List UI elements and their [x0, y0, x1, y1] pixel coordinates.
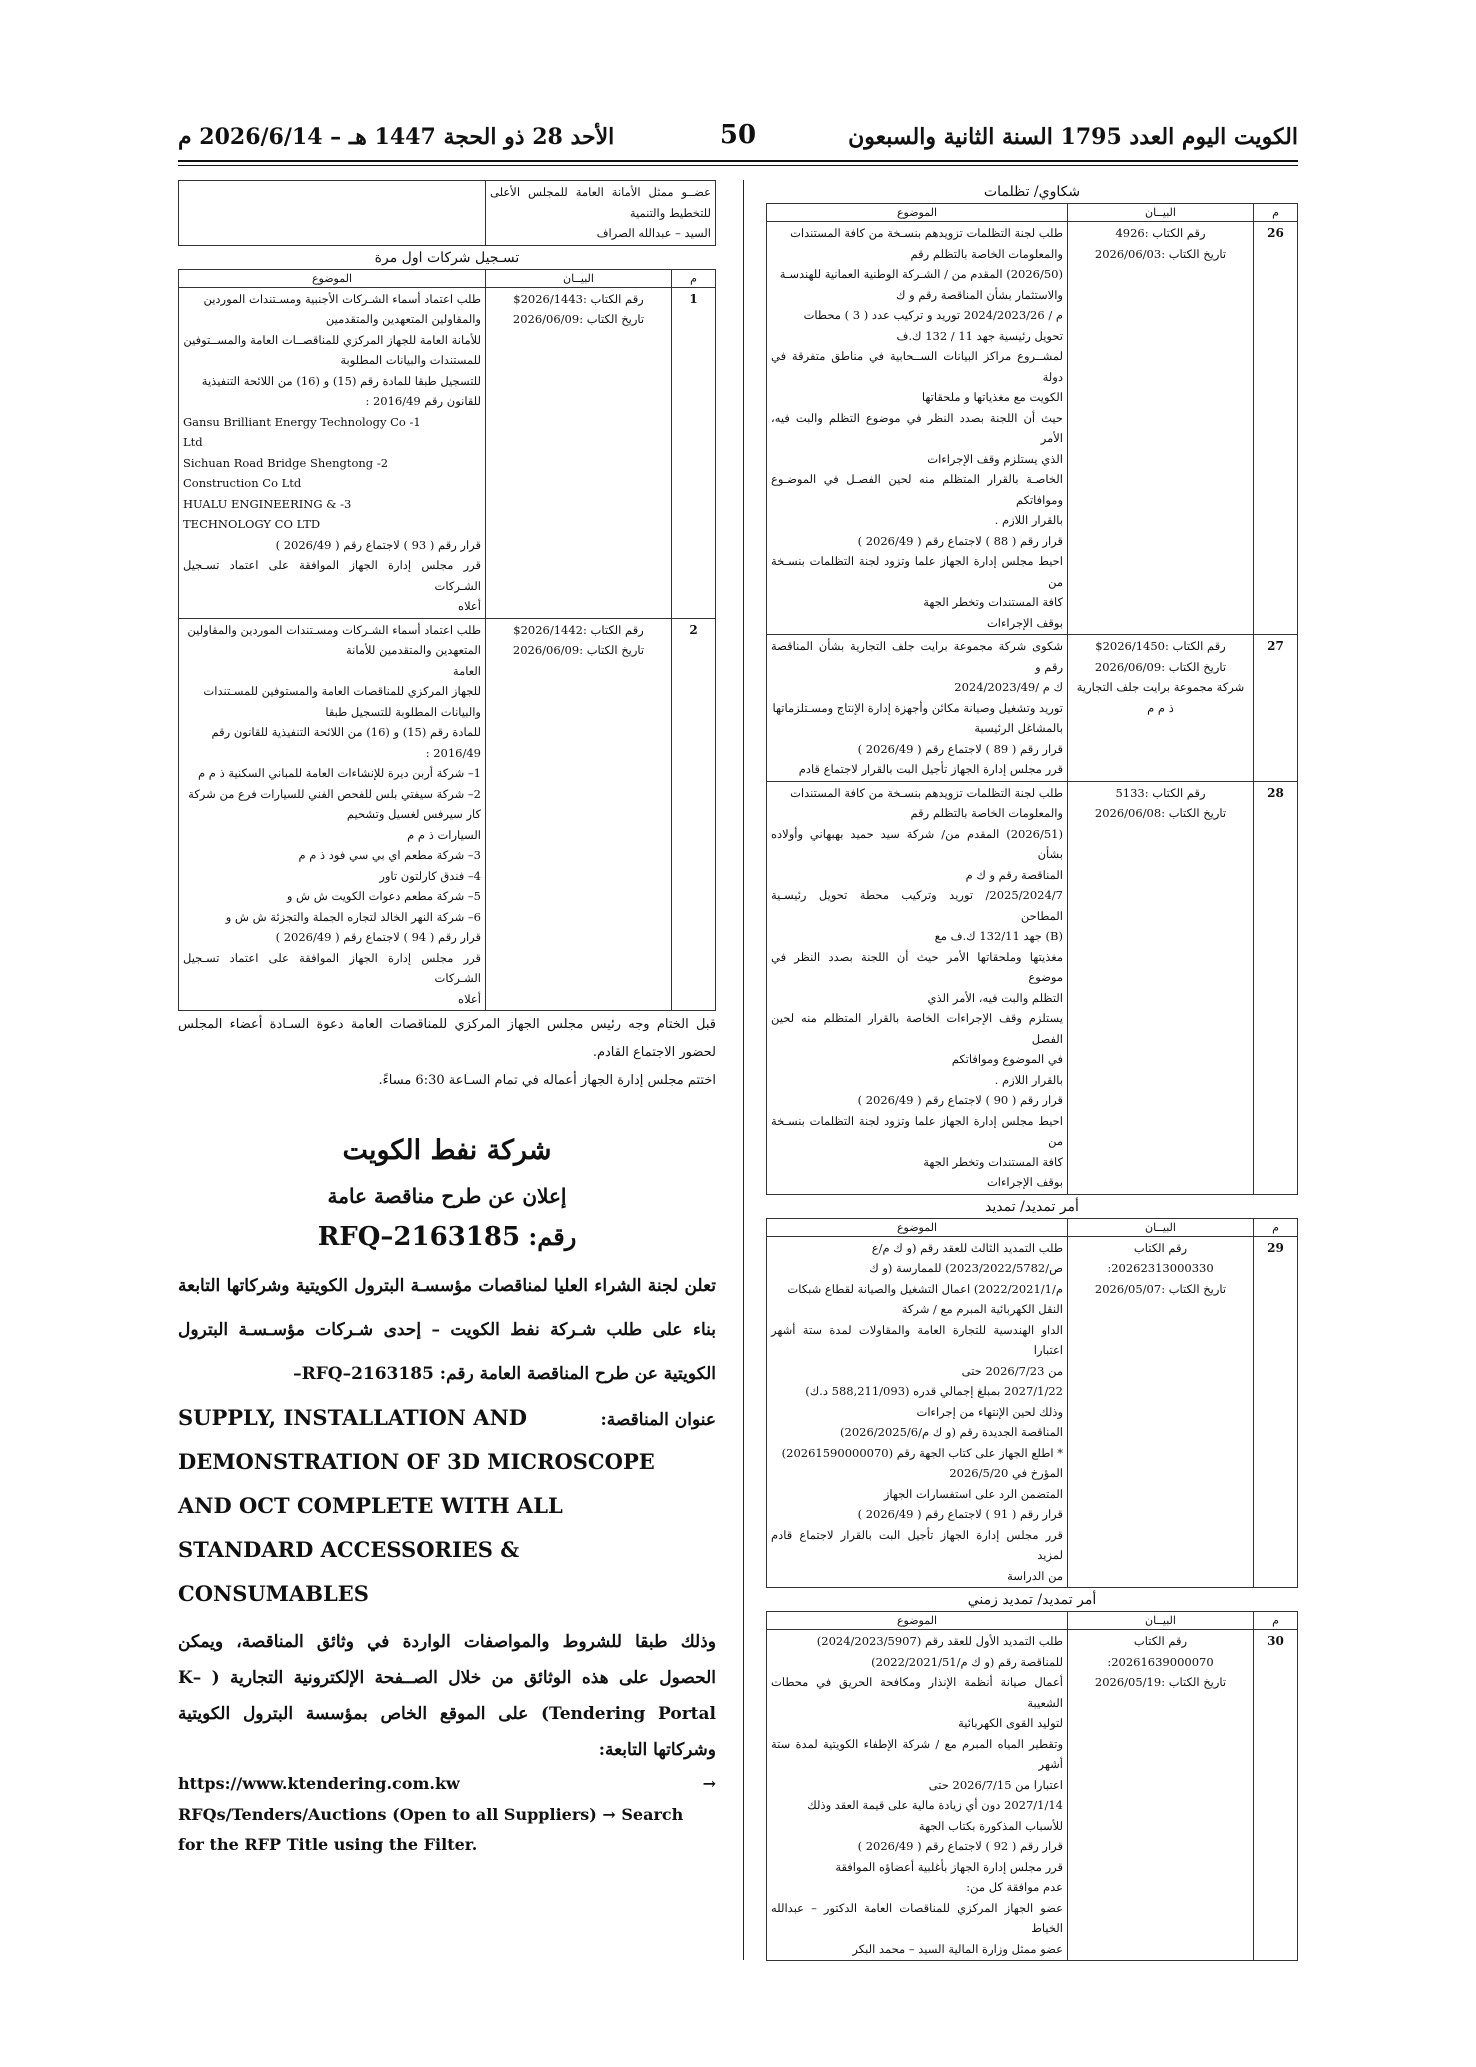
- statement-line: شركة مجموعة برايت جلف التجارية: [1076, 680, 1245, 694]
- statement-line: رقم الكتاب :4926: [1115, 226, 1206, 240]
- statement-line: تاريخ الكتاب :2026/06/09: [512, 312, 645, 326]
- subject-line: المناقصة رقم و ك م: [965, 867, 1063, 882]
- subject-line: لمشــروع مراكز البيانات الســحابية في مناطق متفرقة في دولة: [771, 349, 1063, 384]
- time-extension-section: [766, 1592, 1298, 1961]
- subject-line: 1– شركة أربن ديرة للإنشاءات العامة للمباني السكنية ذ م م: [198, 766, 481, 780]
- subject-line: النقل الكهربائية المبرم مع / شركة: [901, 1302, 1063, 1316]
- subject-line: وتقطير المياه المبرم مع / شركة الإطفاء الكويتية لمدة ستة أشهر: [771, 1736, 1063, 1771]
- statement-line: 20261639000070:: [1107, 1654, 1214, 1669]
- subject-line: قرار رقم ( 93 ) لاجتماع رقم ( 2026/49 ): [275, 537, 481, 552]
- subject-line: عضو ممثل وزارة المالية السيد – محمد البكر: [852, 1941, 1063, 1956]
- subject-line: السيارات ذ م م: [407, 827, 481, 842]
- right-column: [766, 180, 1298, 1961]
- col-header-statement: البيــان: [1068, 1612, 1254, 1630]
- statement-line: تاريخ الكتاب :2026/05/07: [1094, 1281, 1227, 1296]
- row-subject: [767, 1630, 1068, 1961]
- subject-line: 4– فندق كارلتون تاور: [379, 868, 481, 883]
- statement-line: رقم الكتاب :2026/1450$: [1095, 639, 1226, 653]
- subject-line: قرار رقم ( 91 ) لاجتماع رقم ( 2026/49 ): [857, 1507, 1063, 1521]
- subject-line: للمستندات والبيانات المطلوبة: [340, 353, 481, 367]
- statement-line: تاريخ الكتاب :2026/06/03: [1094, 246, 1227, 261]
- table-row: [179, 287, 716, 618]
- subject-line: TECHNOLOGY CO LTD: [183, 517, 321, 531]
- subject-line: اعتبارا من 2026/7/15 حتى: [928, 1777, 1063, 1792]
- table-row: [767, 635, 1298, 782]
- subject-line: طلب لجنة التظلمات تزويدهم بنسـخة من كافة المستندات: [790, 785, 1063, 800]
- subject-line: تحويل رئيسية جهد 11 / 132 ك.ف: [896, 328, 1063, 343]
- table-header-row: [767, 1218, 1298, 1236]
- subject-line: طلب لجنة التظلمات تزويدهم بنسـخة من كافة المستندات: [790, 226, 1063, 240]
- statement-line: تاريخ الكتاب :2026/05/19: [1094, 1675, 1227, 1689]
- koc-title: شركة نفط الكويت: [342, 1135, 552, 1166]
- rfq-label: رقم:: [528, 1222, 577, 1251]
- subject-line: كافة المستندات وتخطر الجهة: [923, 1154, 1063, 1169]
- header-date: الأحد 28 ذو الحجة 1447 هـ – 2026/6/14 م: [178, 124, 615, 150]
- member-box-text: [486, 181, 716, 246]
- time-extension-title: أمر تمديد/ تمديد زمني: [967, 1592, 1097, 1608]
- tender-title-label: عنوان المناقصة:: [600, 1410, 716, 1430]
- subject-line: المتعهدين والمتقدمين للأمانة: [346, 643, 481, 657]
- row-number: 30: [1254, 1630, 1298, 1961]
- header-rule: [178, 160, 1298, 162]
- table-header-row: [767, 204, 1298, 222]
- subject-line: قرار رقم ( 88 ) لاجتماع رقم ( 2026/49 ): [857, 533, 1063, 548]
- row-subject: [767, 1236, 1068, 1588]
- subject-line: المناقصة الجديدة رقم (و ك م/2026/2025/6): [840, 1425, 1063, 1439]
- ktendering-link[interactable]: https://www.ktendering.com.kw: [178, 1774, 460, 1793]
- subject-line: في الموضوع وموافاتكم: [951, 1052, 1063, 1066]
- subject-line: 3– شركة مطعم اي بي سي فود ذ م م: [298, 848, 481, 862]
- subject-line: كافة المستندات وتخطر الجهة: [923, 595, 1063, 609]
- subject-line: ك م /2024/2023/49: [954, 680, 1063, 694]
- row-number: 28: [1254, 781, 1298, 1194]
- subject-line: طلب اعتماد أسماء الشـركات ومسـتندات الموردين والمقاولين: [187, 622, 481, 637]
- subject-line: 2025/2024/7/ توريد وتركيب محطة تحويل رئيسـية المطاحن: [771, 888, 1063, 923]
- subject-line: 6– شركة النهر الخالد لتجاره الجملة والتجزئة ش ش و: [225, 909, 481, 924]
- subject-line: Gansu Brilliant Energy Technology Co -1: [183, 414, 421, 429]
- extension-table: [766, 1218, 1298, 1589]
- subject-line: من 2026/7/23 حتى: [961, 1363, 1063, 1378]
- subject-line: للقانون رقم 2016/49 :: [365, 394, 481, 408]
- statement-line: رقم الكتاب :5133: [1115, 785, 1206, 800]
- subject-line: طلب التمديد الأول للعقد رقم (2024/2023/5907): [816, 1634, 1063, 1648]
- koc-tender-ad: [178, 1135, 716, 1860]
- tender-title-line: AND OCT COMPLETE WITH ALL: [178, 1493, 563, 1518]
- row-statement: [1068, 1630, 1254, 1961]
- row-number: 2: [672, 618, 716, 1011]
- table-row: [767, 1630, 1298, 1961]
- tender-title-first-line: [178, 1396, 716, 1440]
- subject-line: 5– شركة مطعم دعوات الكويت ش ش و: [286, 889, 481, 903]
- subject-line: Sichuan Road Bridge Shengtong -2: [183, 455, 389, 470]
- tender-title-line: DEMONSTRATION OF 3D MICROSCOPE: [178, 1449, 655, 1474]
- subject-line: HUALU ENGINEERING & -3: [183, 496, 352, 511]
- subject-line: لتوليد القوى الكهربائية: [958, 1716, 1063, 1730]
- col-header-subject: الموضوع: [767, 204, 1068, 222]
- subject-line: قرار رقم ( 92 ) لاجتماع رقم ( 2026/49 ): [857, 1839, 1063, 1853]
- url-path: RFQs/Tenders/Auctions (Open to all Suppliers) → Search: [178, 1805, 684, 1824]
- subject-line: يستلزم وقف الإجراءات الخاصة بالقرار المتظلم منه لحين الفصل: [771, 1011, 1063, 1046]
- col-header-subject: الموضوع: [179, 269, 486, 287]
- koc-subtitle: إعلان عن طرح مناقصة عامة: [327, 1184, 567, 1208]
- table-header-row: [767, 1612, 1298, 1630]
- row-subject: [179, 287, 486, 618]
- subject-line: عدم موافقة كل من:: [966, 1880, 1063, 1894]
- subject-line: وذلك لحين الإنتهاء من إجراءات: [916, 1404, 1063, 1419]
- row-subject: [767, 635, 1068, 782]
- subject-line: والاستثمار بشأن المناقصة رقم و ك: [896, 287, 1063, 302]
- subject-line: قرر مجلس إدارة الجهاز تأجيل البت بالقرار لاجتماع قادم لمزيد: [771, 1527, 1063, 1562]
- statement-line: تاريخ الكتاب :2026/06/08: [1094, 806, 1227, 820]
- row-statement: [486, 618, 672, 1011]
- column-separator: [743, 180, 744, 1960]
- subject-line: للأسباب المذكورة بكتاب الجهة: [918, 1818, 1063, 1833]
- registration-table: [178, 269, 716, 1012]
- statement-line: 20262313000330:: [1107, 1261, 1214, 1275]
- subject-line: (B) جهد 132/11 ك.ف مع: [934, 929, 1063, 943]
- col-header-statement: البيــان: [1068, 1218, 1254, 1236]
- table-row: [767, 1236, 1298, 1588]
- subject-line: مغذيتها وملحقاتها الأمر حيث أن اللجنة بصدد النظر في موضوع: [771, 949, 1063, 984]
- subject-line: بالقرار اللازم .: [994, 1072, 1063, 1087]
- statement-line: رقم الكتاب: [1133, 1240, 1188, 1255]
- subject-line: للأمانة العامة للجهاز المركزي للمناقصــات العامة والمســتوفين: [183, 332, 481, 347]
- complaints-title: شكاوي/ تظلمات: [983, 184, 1081, 200]
- subject-line: * اطلع الجهاز على كتاب الجهة رقم (20261590000070): [781, 1445, 1063, 1460]
- statement-line: رقم الكتاب :2026/1442$: [513, 622, 644, 637]
- rfq-code: RFQ–2163185: [317, 1222, 521, 1252]
- statement-line: رقم الكتاب :2026/1443$: [513, 291, 644, 306]
- subject-line: 2027/1/22 بمبلغ إجمالي قدره (588,211/093 د.ك): [805, 1384, 1063, 1398]
- extension-title: أمر تمديد/ تمديد: [985, 1198, 1079, 1215]
- subject-line: 2027/1/14 دون أي زيادة مالية على قيمة العقد وذلك: [807, 1798, 1063, 1812]
- row-statement: [486, 287, 672, 618]
- subject-line: طلب التمديد الثالث للعقد رقم (و ك م/ع: [871, 1240, 1063, 1255]
- subject-line: شكوى شركة مجموعة برايت جلف التجارية بشأن المناقصة رقم و: [771, 639, 1063, 674]
- subject-line: الذي يستلزم وقف الإجراءات: [927, 451, 1063, 466]
- statement-line: تاريخ الكتاب :2026/06/09: [1094, 659, 1227, 674]
- statement-line: تاريخ الكتاب :2026/06/09: [512, 643, 645, 657]
- subject-line: 2016/49 :: [425, 745, 481, 760]
- subject-line: كار سيرفس لغسيل وتشحيم: [346, 807, 481, 821]
- subject-line: احيط مجلس إدارة الجهاز علما وتزود لجنة التظلمات بنسـخة من: [771, 554, 1063, 589]
- url-hint: for the RFP Title using the Filter.: [178, 1835, 478, 1854]
- subject-line: قرر مجلس إدارة الجهاز تأجيل البت بالقرار لاجتماع قادم: [798, 762, 1063, 776]
- col-header-m: م: [1254, 1612, 1298, 1630]
- member-line: السيد – عبدالله الصراف: [596, 226, 711, 240]
- subject-line: قرار رقم ( 94 ) لاجتماع رقم ( 2026/49 ): [275, 930, 481, 944]
- table-row: [767, 781, 1298, 1194]
- subject-line: المؤرخ في 2026/5/20: [949, 1466, 1063, 1480]
- url-line: [178, 1768, 716, 1800]
- complaints-table: [766, 203, 1298, 1195]
- row-subject: [767, 222, 1068, 635]
- subject-line: بالقرار اللازم .: [994, 513, 1063, 527]
- statement-line: ذ م م: [1147, 700, 1174, 715]
- subject-line: احيط مجلس إدارة الجهاز علما وتزود لجنة التظلمات بنسـخة من: [771, 1113, 1063, 1148]
- table-row: [179, 618, 716, 1011]
- row-statement: [1068, 635, 1254, 782]
- subject-line: والمعلومات الخاصة بالتظلم رقم: [910, 806, 1063, 820]
- subject-line: قرر مجلس إدارة الجهاز الموافقة على اعتماد تسـجيل الشـركات: [183, 558, 481, 593]
- subject-line: الكويت مع مغذياتها و ملحقاتها: [921, 390, 1063, 404]
- registration-title: تسـجيل شركات اول مرة: [374, 249, 520, 266]
- col-header-m: م: [1254, 204, 1298, 222]
- closing-notes: [178, 1011, 716, 1095]
- col-header-subject: الموضوع: [767, 1612, 1068, 1630]
- subject-line: والمعلومات الخاصة بالتظلم رقم: [910, 246, 1063, 261]
- complaints-section: [766, 184, 1298, 1195]
- closing-time: اختتم مجلس إدارة الجهاز أعماله في تمام السـاعة 6:30 مساءً.: [378, 1073, 716, 1088]
- col-header-statement: البيــان: [1068, 204, 1254, 222]
- row-statement: [1068, 1236, 1254, 1588]
- subject-line: قرر مجلس إدارة الجهاز الموافقة على اعتماد تسـجيل الشـركات: [183, 950, 481, 985]
- table-header-row: [179, 269, 716, 287]
- row-number: 26: [1254, 222, 1298, 635]
- subject-line: بوقف الإجراءات: [986, 1175, 1063, 1189]
- subject-line: للجهاز المركزي للمناقصات العامة والمستوفين للمسـتندات: [203, 684, 481, 698]
- tender-title-line: CONSUMABLES: [178, 1581, 369, 1606]
- row-statement: [1068, 222, 1254, 635]
- row-number: 1: [672, 287, 716, 618]
- subject-line: م/2022/2021/1) اعمال التشغيل والصيانة لقطاع شبكات: [787, 1281, 1063, 1296]
- subject-line: (2026/50) المقدم من / الشـركة الوطنية العمانية للهندسـة: [779, 267, 1063, 281]
- member-box-empty: [179, 181, 486, 246]
- subject-line: توريد وتشغيل وصيانة مكائن وأجهزة إدارة الإنتاج ومسـتلزماتها: [772, 700, 1063, 715]
- page-number: 50: [719, 120, 757, 150]
- left-column: [178, 180, 716, 1860]
- subject-line: قرر مجلس إدارة الجهاز بأغلبية أعضاؤه الموافقة: [835, 1859, 1063, 1874]
- subject-line: قرار رقم ( 90 ) لاجتماع رقم ( 2026/49 ): [857, 1093, 1063, 1107]
- subject-line: المتضمن الرد على استفسارات الجهاز: [883, 1486, 1063, 1501]
- koc-instructions: وذلك طبقا للشروط والمواصفات الواردة في وثائق المناقصة، ويمكن الحصول على هذه الوثائق من خلال الصــفحة الإلكترونية التجارية ( K–Tendering Portal) على الموقع الخاص بمؤسسة البترول الكويتية وشركاتها التابعة:: [178, 1632, 716, 1760]
- subject-line: من الدراسة: [1007, 1568, 1063, 1583]
- subject-line: الخاصـة بالقرار المتظلم منه لحين الفصـل في الموضـوع وموافاتكم: [771, 472, 1063, 507]
- member-line: عضــو ممثل الأمانة العامة للمجلس الأعلى للتخطيط والتنمية: [490, 185, 711, 220]
- row-statement: [1068, 781, 1254, 1194]
- subject-line: ص/2023/2022/5782) للممارسة (و ك: [869, 1261, 1063, 1275]
- subject-line: (2026/51) المقدم من/ شركة سيد حميد بهبهاني وأولاده بشأن: [771, 826, 1063, 861]
- subject-line: العامة: [452, 663, 481, 678]
- table-row: [767, 222, 1298, 635]
- row-subject: [179, 618, 486, 1011]
- col-header-m: م: [672, 269, 716, 287]
- subject-line: بالمشاغل الرئيسية: [974, 721, 1063, 735]
- subject-line: 2– شركة سيفتي بلس للفحص الفني للسيارات فرع من شركة: [188, 786, 481, 801]
- page-header: [178, 120, 1298, 160]
- subject-line: Construction Co Ltd: [183, 476, 302, 490]
- arrow-glyph: →: [702, 1774, 716, 1793]
- tender-title-line: SUPPLY, INSTALLATION AND: [178, 1405, 527, 1430]
- statement-line: رقم الكتاب: [1133, 1634, 1188, 1648]
- row-subject: [767, 781, 1068, 1194]
- subject-line: والمقاولين المتعهدين والمتقدمين: [325, 312, 481, 326]
- subject-line: Ltd: [183, 435, 203, 449]
- time-extension-table: [766, 1611, 1298, 1961]
- subject-line: حيث أن اللجنة بصدد النظر في موضوع التظلم والبت فيه، الأمر: [771, 410, 1063, 445]
- subject-line: التظلم والبت فيه، الأمر الذي: [927, 990, 1063, 1005]
- col-header-statement: البيــان: [486, 269, 672, 287]
- row-number: 29: [1254, 1236, 1298, 1588]
- registration-section: [178, 250, 716, 1012]
- subject-line: م / 2024/2023/26 توريد و تركيب عدد ( 3 ) محطات: [803, 308, 1063, 322]
- header-rule-thin: [178, 165, 1298, 166]
- col-header-m: م: [1254, 1218, 1298, 1236]
- row-number: 27: [1254, 635, 1298, 782]
- subject-line: للتسجيل طبقا للمادة رقم (15) و (16) من اللائحة التنفيذية: [201, 373, 481, 388]
- closing-invitation: قبل الختام وجه رئيس مجلس الجهاز المركزي للمناقصات العامة دعوة السـادة أعضاء المجلس لحضور الاجتماع القادم.: [178, 1017, 716, 1060]
- extension-section: [766, 1199, 1298, 1589]
- subject-line: أعلاه: [458, 991, 481, 1006]
- subject-line: بوقف الإجراءات: [986, 615, 1063, 630]
- koc-rfq-number: [178, 1222, 716, 1252]
- subject-line: أعلاه: [458, 599, 481, 613]
- col-header-subject: الموضوع: [767, 1218, 1068, 1236]
- subject-line: للمناقصة رقم (و ك م/2022/2021/51): [871, 1654, 1063, 1669]
- subject-line: الداو الهندسية للتجارة العامة والمقاولات لمدة ستة أشهر اعتبارا: [771, 1322, 1063, 1357]
- subject-line: للمادة رقم (15) و (16) من اللائحة التنفيذية للقانون رقم: [211, 725, 481, 739]
- tender-title-line: STANDARD ACCESSORIES &: [178, 1537, 520, 1562]
- header-issue: الكويت اليوم العدد 1795 السنة الثانية والسبعون: [848, 124, 1298, 150]
- member-box: [178, 180, 716, 246]
- subject-line: والبيانات المطلوبة للتسجيل طبقا: [325, 704, 481, 719]
- subject-line: قرار رقم ( 89 ) لاجتماع رقم ( 2026/49 ): [857, 741, 1063, 756]
- subject-line: عضو الجهاز المركزي للمناقصات العامة الدكتور – عبدالله الخياط: [771, 1900, 1063, 1935]
- subject-line: طلب اعتماد أسماء الشـركات الأجنبية ومسـتندات الموردين: [203, 291, 481, 306]
- koc-announcement: تعلن لجنة الشراء العليا لمناقصات مؤسسـة البترول الكويتية وشركاتها التابعة بناء على طلب شـركة نفط الكويت – إحدى شـركات مؤسـسـة البترول الكويتية عن طرح المناقصة العامة رقم: RFQ–2163185–: [178, 1276, 716, 1384]
- subject-line: أعمال صيانة أنظمة الإنذار ومكافحة الحريق في محطات الشعيبة: [771, 1675, 1063, 1710]
